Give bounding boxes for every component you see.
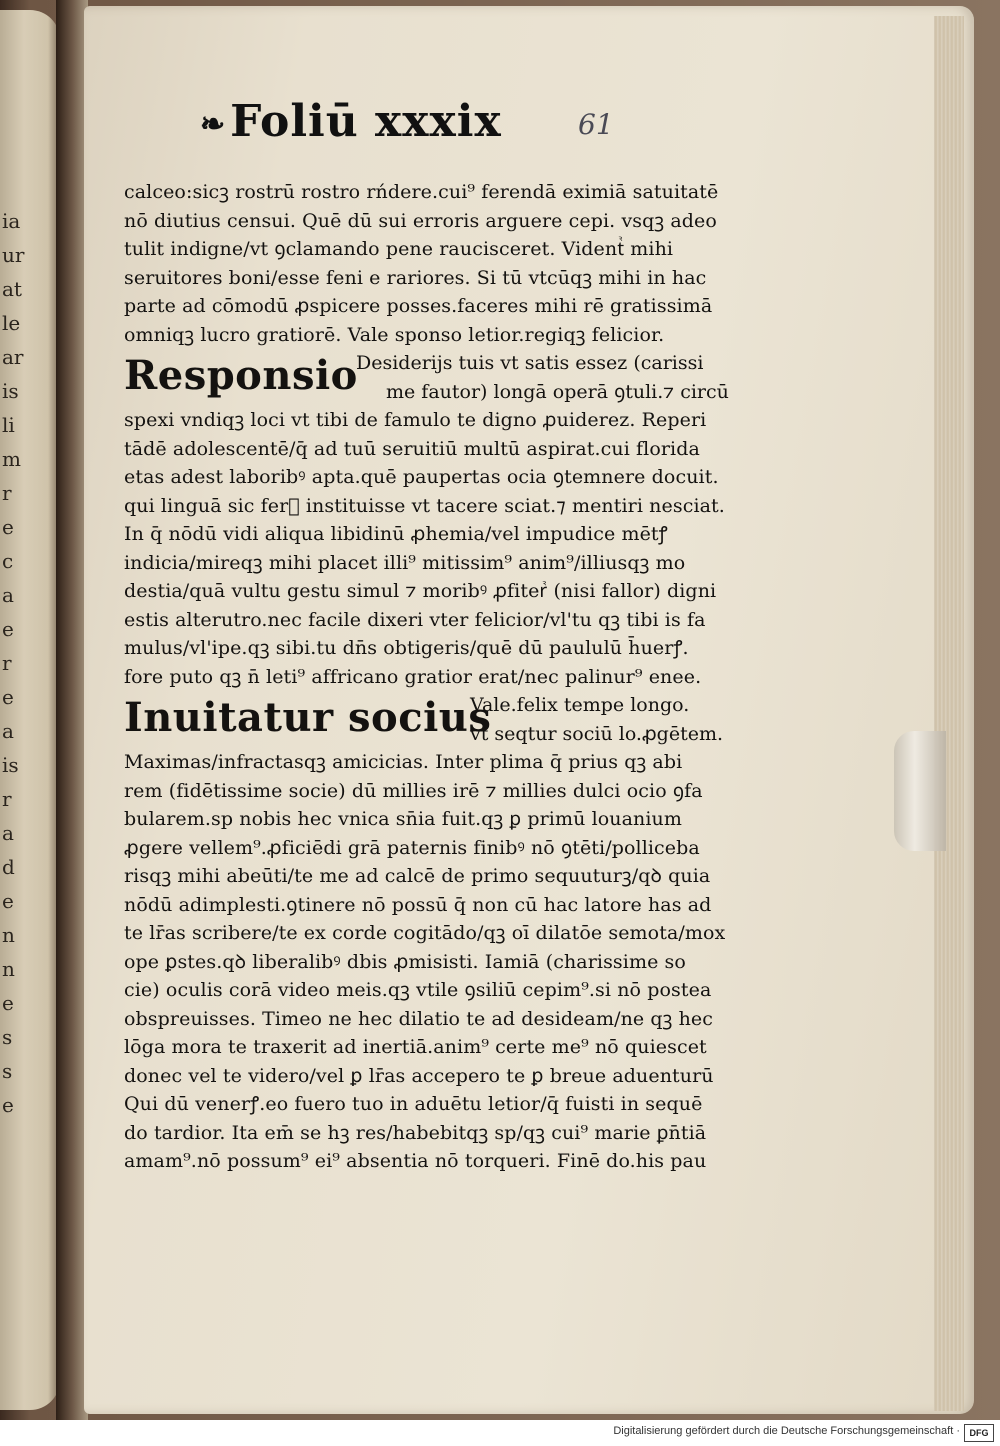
- left-page-fragment: r: [2, 651, 12, 675]
- left-page-fragment: m: [2, 447, 21, 471]
- responsio-side-line: Desiderijs tuis vt satis essez (carissi: [356, 352, 704, 374]
- text-line: estis alterutro.nec facile dixeri vter felicior/vl'tu qꝫ tibi is fa: [124, 608, 706, 631]
- page-edges: [934, 16, 964, 1411]
- text-line: donec vel te videro/vel ꝑ lr̄as accepero te ꝑ breue aduenturū: [124, 1064, 714, 1087]
- text-line: calceo:sicꝫ rostrū rostro rńdere.cui⁹ ferendā eximiā satuitatē: [124, 181, 719, 203]
- text-line: omniqꝫ lucro gratiorē. Vale sponso letior.regiqꝫ felicior.: [124, 323, 665, 346]
- left-page-edge: [0, 10, 60, 1410]
- left-page-fragment: e: [2, 685, 14, 709]
- text-line: rem (fidētissime socie) dū millies irē ⁊ millies dulci ocio ꝯfa: [124, 779, 703, 802]
- left-page-fragment: e: [2, 617, 14, 641]
- left-page-fragment: c: [2, 549, 14, 573]
- left-page-fragment: e: [2, 1093, 14, 1117]
- text-line: Qui dū venerꝭ.eo fuero tuo in aduētu letior/q̄ fuisti in sequē: [124, 1093, 703, 1115]
- heading-inuitatur: Inuitatur socius: [124, 694, 492, 741]
- text-line: te lr̄as scribere/te ex corde cogitādo/qꝫ oī dilatōe semota/mox: [124, 922, 726, 944]
- left-page-fragment: le: [2, 311, 21, 335]
- left-page-fragment: n: [2, 957, 15, 981]
- left-page-fragment: e: [2, 991, 14, 1015]
- text-line: lōga mora te traxerit ad inertiā.anim⁹ certe me⁹ nō quiescet: [124, 1036, 707, 1058]
- text-line: Maximas/infractasqꝫ amicicias. Inter plima q̄ prius qꝫ abi: [124, 751, 683, 773]
- inuitatur-side-line: Vale.felix tempe longo.: [470, 694, 690, 716]
- flourish-ornament: ❧: [200, 107, 227, 142]
- section-responsio: [124, 349, 736, 406]
- text-block: [124, 178, 736, 1176]
- text-line: ope ꝑstes.qꝺ liberalibꝰ dbis ꝓmisisti. Iamiā (charissime so: [124, 950, 686, 973]
- left-page-fragment: s: [2, 1025, 13, 1049]
- left-page-fragment: ar: [2, 345, 24, 369]
- left-page-fragment: s: [2, 1059, 13, 1083]
- text-line: cie) oculis corā video meis.qꝫ vtile ꝯsiliū cepim⁹.si nō postea: [124, 979, 712, 1001]
- text-line: nō diutius censui. Quē dū sui erroris arguere cepi. vsqꝫ adeo: [124, 209, 717, 232]
- left-page-fragment: r: [2, 787, 12, 811]
- left-page-fragment: at: [2, 277, 22, 301]
- text-line: spexi vndiqꝫ loci vt tibi de famulo te digno ꝓuiderez. Reperi: [124, 409, 707, 431]
- left-page-fragment: e: [2, 889, 14, 913]
- footer-credit: Digitalisierung gefördert durch die Deutsche Forschungsgemeinschaft ·: [613, 1425, 960, 1437]
- text-line: In q̄ nōdū vidi aliqua libidinū ꝓhemia/vel impudice mētꝭ: [124, 523, 668, 545]
- left-page-fragment: d: [2, 855, 15, 879]
- text-line: mulus/vl'ipe.qꝫ sibi.tu dn̄s obtigeris/quē dū paululū h̄uerꝭ.: [124, 637, 689, 659]
- page-clip: [894, 731, 946, 851]
- heading-responsio: Responsio: [124, 352, 358, 399]
- paragraph-intro: [124, 178, 736, 349]
- inuitatur-side-line: vt seqtur sociū lo.ꝓgētem.: [470, 722, 724, 745]
- text-line: risqꝫ mihi abeūti/te me ad calcē de primo sequuturꝫ/qꝺ quia: [124, 865, 711, 887]
- text-line: etas adest laboribꝰ apta.quē paupertas ocia ꝯtemnere docuit.: [124, 466, 719, 488]
- text-line: qui linguā sic ferᷣ instituisse vt tacere sciat.⁊ mentiri nesciat.: [124, 494, 725, 517]
- text-line: nōdū adimplesti.ꝯtinere nō possū q̄ non cū hac latore has ad: [124, 893, 712, 916]
- folio-header: [200, 96, 502, 147]
- text-line: bularem.sp nobis hec vnica sn̄ia fuit.qꝫ ꝑ primū louanium: [124, 808, 683, 830]
- text-line: parte ad cōmodū ꝓspicere posses.faceres mihi rē gratissimā: [124, 295, 713, 317]
- handwritten-page-number: 61: [578, 108, 614, 141]
- left-page-fragment: is: [2, 753, 19, 777]
- paragraph-inuitatur: [124, 748, 736, 1176]
- section-inuitatur: [124, 691, 736, 748]
- left-page-fragment: ia: [2, 209, 21, 233]
- text-line: fore puto qꝫ n̄ leti⁹ affricano gratior erat/nec palinur⁹ enee.: [124, 665, 702, 688]
- left-page-fragment: a: [2, 583, 14, 607]
- left-page-fragment: e: [2, 515, 14, 539]
- left-page-fragment: r: [2, 481, 12, 505]
- text-line: tulit indigne/vt ꝯclamando pene raucisceret. Videntᷣ mihi: [124, 238, 674, 260]
- left-page-fragment: a: [2, 821, 14, 845]
- text-line: destia/quā vultu gestu simul ⁊ moribꝰ ꝓfiterᷣ (nisi fallor) digni: [124, 580, 717, 602]
- responsio-side-line: me fautor) longā operā ꝯtuli.⁊ circū: [386, 380, 729, 403]
- text-line: tādē adolescentē/q̄ ad tuū seruitiū multū aspirat.cui florida: [124, 437, 700, 460]
- folio-title: Foliū xxxix: [230, 96, 502, 147]
- paragraph-responsio: [124, 406, 736, 691]
- footer-bar: [0, 1420, 1000, 1446]
- text-line: indicia/mireqꝫ mihi placet illi⁹ mitissim⁹ anim⁹/illiusqꝫ mo: [124, 551, 686, 574]
- text-line: amam⁹.nō possum⁹ ei⁹ absentia nō torqueri. Finē do.his pau: [124, 1150, 707, 1172]
- text-line: ꝓgere vellem⁹.ꝓficiēdi grā paternis finibꝰ nō ꝯtēti/polliceba: [124, 836, 700, 859]
- left-page-fragment: li: [2, 413, 15, 437]
- dfg-logo: DFG: [964, 1424, 994, 1442]
- text-line: do tardior. Ita em̄ se hꝫ res/habebitqꝫ sp/qꝫ cui⁹ marie ꝑn̄tiā: [124, 1121, 707, 1144]
- text-line: seruitores boni/esse feni e rariores. Si tū vtcūqꝫ mihi in hac: [124, 266, 707, 289]
- left-page-fragment: n: [2, 923, 15, 947]
- text-line: obspreuisses. Timeo ne hec dilatio te ad desideam/ne qꝫ hec: [124, 1007, 714, 1030]
- left-page-fragment: a: [2, 719, 14, 743]
- left-page-fragment: ur: [2, 243, 25, 267]
- left-page-fragment: is: [2, 379, 19, 403]
